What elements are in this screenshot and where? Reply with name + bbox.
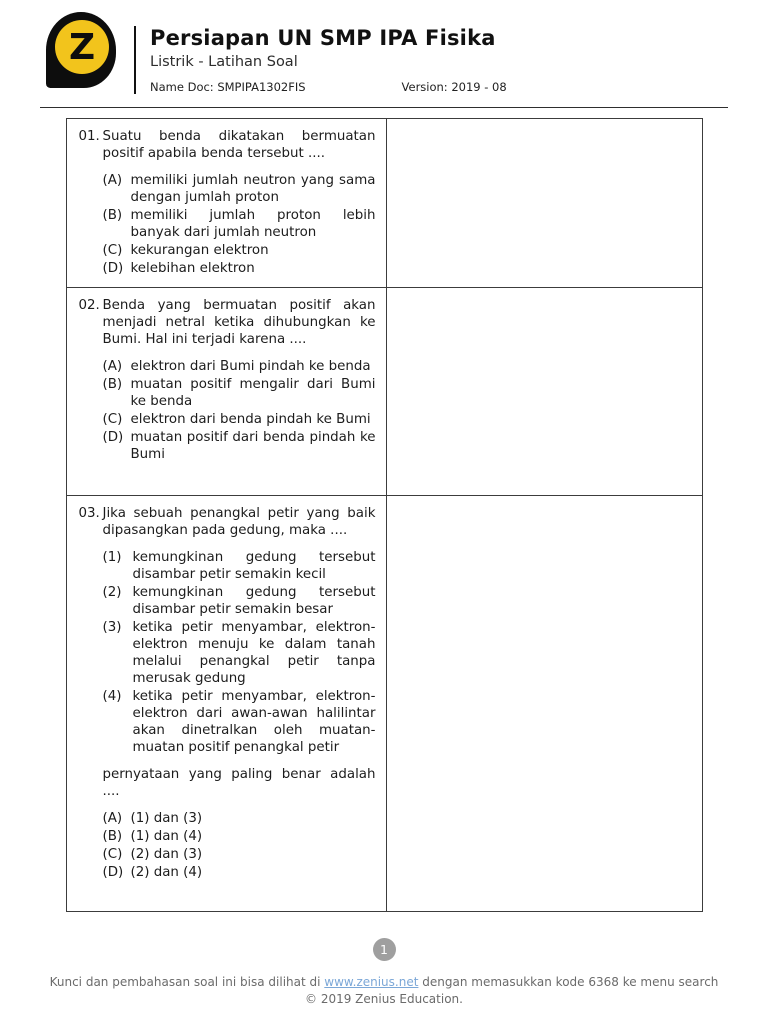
question-cell-3 bbox=[67, 496, 386, 911]
question-3-head bbox=[79, 505, 376, 539]
option-label: (D) bbox=[102, 430, 124, 446]
question-number: 01. bbox=[78, 129, 100, 144]
question-table bbox=[66, 118, 703, 912]
option-c bbox=[103, 242, 376, 259]
option-text: memiliki jumlah neutron yang sama dengan jumlah proton bbox=[130, 173, 376, 206]
option-a bbox=[103, 172, 376, 206]
statement-3 bbox=[103, 619, 376, 687]
option-text: elektron dari benda pindah ke Bumi bbox=[130, 412, 371, 428]
question-number: 03. bbox=[78, 506, 100, 522]
question-text: Benda yang bermuatan positif akan menjadi netral ketika dihubungkan ke Bumi. Hal ini terjadi karena .... bbox=[102, 298, 376, 348]
question-3-closing: pernyataan yang paling benar adalah .... bbox=[102, 767, 376, 800]
question-number: 02. bbox=[78, 298, 100, 314]
statement-label: (4) bbox=[102, 689, 122, 705]
option-c bbox=[103, 411, 376, 428]
version-label: Version: 2019 - 08 bbox=[401, 80, 507, 94]
question-row-1 bbox=[67, 119, 702, 288]
option-label: (C) bbox=[102, 243, 123, 259]
footer-note-suffix: dengan memasukkan kode 6368 ke menu search bbox=[418, 975, 719, 990]
logo-z-icon: Z bbox=[55, 20, 109, 74]
option-text: kekurangan elektron bbox=[130, 243, 269, 259]
statement-text: ketika petir menyambar, elektron-elektron menuju ke dalam tanah melalui penangkal petir tanpa merusak gedung bbox=[132, 620, 376, 687]
option-d bbox=[103, 864, 376, 881]
option-b bbox=[103, 207, 376, 241]
question-cell-2 bbox=[67, 288, 386, 495]
document-title: Persiapan UN SMP IPA Fisika bbox=[150, 26, 496, 50]
statement-label: (3) bbox=[102, 620, 122, 636]
question-text: Suatu benda dikatakan bermuatan positif apabila benda tersebut .... bbox=[102, 129, 376, 162]
statement-text: ketika petir menyambar, elektron-elektron dari awan-awan halilintar akan dinetralkan oleh muatan-muatan positif penangkal petir bbox=[132, 689, 376, 756]
option-label: (A) bbox=[102, 359, 123, 375]
header-divider bbox=[40, 107, 728, 108]
footer-note bbox=[0, 975, 768, 990]
option-label: (B) bbox=[102, 208, 123, 224]
option-text: kelebihan elektron bbox=[130, 261, 255, 277]
question-3-statements bbox=[103, 549, 376, 756]
answer-cell-1 bbox=[386, 119, 702, 287]
statement-text: kemungkinan gedung tersebut disambar petir semakin kecil bbox=[132, 550, 376, 583]
answer-cell-3 bbox=[386, 496, 702, 911]
option-label: (C) bbox=[102, 412, 123, 428]
option-text: (1) dan (4) bbox=[130, 829, 203, 845]
question-2-options bbox=[103, 358, 376, 463]
option-label: (A) bbox=[102, 173, 123, 189]
zenius-link[interactable]: www.zenius.net bbox=[324, 975, 419, 990]
answer-cell-2 bbox=[386, 288, 702, 495]
document-header bbox=[0, 0, 768, 94]
option-b bbox=[103, 376, 376, 410]
option-label: (C) bbox=[102, 847, 123, 863]
zenius-logo bbox=[46, 12, 118, 90]
footer-copyright: © 2019 Zenius Education. bbox=[305, 992, 463, 1007]
option-label: (D) bbox=[102, 261, 124, 277]
question-3-options bbox=[103, 810, 376, 881]
option-a bbox=[103, 810, 376, 827]
question-2-head bbox=[79, 297, 376, 348]
question-row-2 bbox=[67, 288, 702, 496]
question-text: Jika sebuah penangkal petir yang baik dipasangkan pada gedung, maka .... bbox=[102, 506, 376, 539]
question-row-3 bbox=[67, 496, 702, 911]
page-number-badge: 1 bbox=[373, 938, 396, 961]
option-text: (1) dan (3) bbox=[130, 811, 203, 827]
name-doc-label: Name Doc: SMPIPA1302FIS bbox=[150, 80, 306, 94]
footer-note-prefix: Kunci dan pembahasan soal ini bisa dilihat di bbox=[49, 975, 325, 990]
option-text: memiliki jumlah proton lebih banyak dari jumlah neutron bbox=[130, 208, 376, 241]
statement-2 bbox=[103, 584, 376, 618]
option-label: (A) bbox=[102, 811, 123, 827]
option-label: (B) bbox=[102, 377, 123, 393]
option-text: (2) dan (3) bbox=[130, 847, 203, 863]
statement-1 bbox=[103, 549, 376, 583]
option-c bbox=[103, 846, 376, 863]
statement-4 bbox=[103, 688, 376, 756]
question-1-options bbox=[103, 172, 376, 277]
question-cell-1 bbox=[67, 119, 386, 287]
option-text: (2) dan (4) bbox=[130, 865, 203, 881]
question-1-head bbox=[79, 128, 376, 162]
document-meta bbox=[150, 80, 507, 94]
option-a bbox=[103, 358, 376, 375]
option-label: (B) bbox=[102, 829, 123, 845]
header-text-block bbox=[134, 26, 507, 94]
option-text: muatan positif dari benda pindah ke Bumi bbox=[130, 430, 376, 463]
statement-label: (1) bbox=[102, 550, 122, 566]
option-d bbox=[103, 260, 376, 277]
option-text: muatan positif mengalir dari Bumi ke benda bbox=[130, 377, 376, 410]
statement-label: (2) bbox=[102, 585, 122, 601]
option-d bbox=[103, 429, 376, 463]
statement-text: kemungkinan gedung tersebut disambar petir semakin besar bbox=[132, 585, 376, 618]
option-label: (D) bbox=[102, 865, 124, 881]
document-subtitle: Listrik - Latihan Soal bbox=[150, 54, 298, 70]
option-b bbox=[103, 828, 376, 845]
option-text: elektron dari Bumi pindah ke benda bbox=[130, 359, 371, 375]
